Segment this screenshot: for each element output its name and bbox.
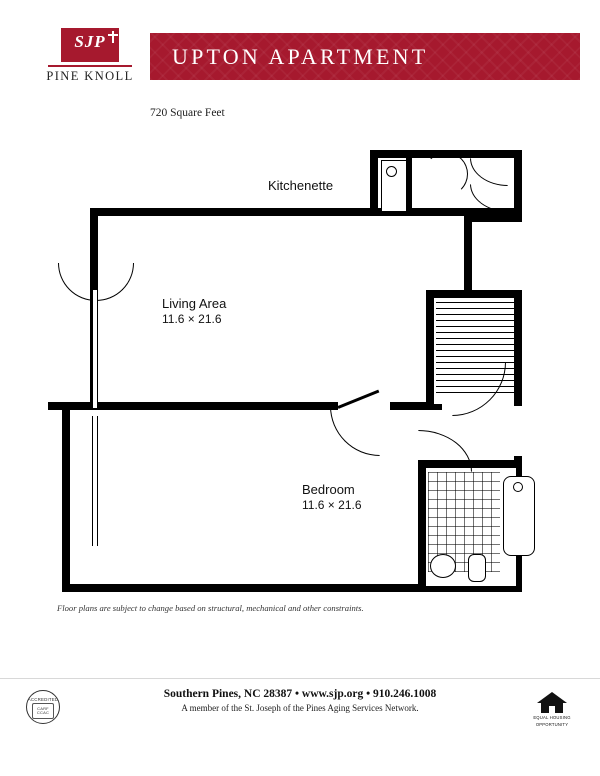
seal-outer-text: ACCREDITED xyxy=(27,697,59,702)
living-window xyxy=(92,290,98,408)
logo-divider xyxy=(48,65,132,67)
entry-door-swing-arc xyxy=(424,152,468,196)
room-label-kitchenette: Kitchenette xyxy=(268,178,334,193)
kitchen-appliance-knob-icon xyxy=(386,166,397,177)
brand-name: PINE KNOLL xyxy=(46,69,134,83)
page-header xyxy=(0,0,600,108)
wall-closet-right xyxy=(514,290,522,406)
bathroom-sink xyxy=(468,554,486,582)
square-footage: 720 Square Feet xyxy=(150,107,225,119)
eho-line1: EQUAL HOUSING xyxy=(533,715,571,720)
footer-network: A member of the St. Joseph of the Pines Aging Services Network. xyxy=(181,703,419,713)
equal-housing-logo xyxy=(532,692,572,727)
living-area-name: Living Area xyxy=(162,296,227,311)
house-icon xyxy=(537,692,567,703)
wall-kitchen-counter xyxy=(406,152,412,214)
floorplan-diagram xyxy=(0,130,600,620)
wall-kitchen-left xyxy=(370,150,378,216)
wall-right-connector xyxy=(464,214,522,222)
wall-bedroom-left xyxy=(62,402,70,592)
wall-right-vertical-connector xyxy=(464,214,472,294)
bedroom-name: Bedroom xyxy=(302,482,355,497)
house-body-icon xyxy=(541,703,563,713)
footer-divider xyxy=(0,678,600,679)
floorplan-disclaimer: Floor plans are subject to change based on structural, mechanical and other constraints. xyxy=(57,603,364,613)
room-label-living-area xyxy=(162,296,226,327)
sjp-logo-mark xyxy=(61,28,119,62)
page-title: UPTON APARTMENT xyxy=(172,44,429,69)
brand-logo xyxy=(40,28,140,84)
footer-contact: Southern Pines, NC 28387 • www.sjp.org • 910.246.1008 xyxy=(163,688,437,700)
eho-line2: OPPORTUNITY xyxy=(535,722,569,728)
toilet xyxy=(430,554,456,578)
tub-drain-icon xyxy=(513,482,523,492)
living-area-dims: 11.6 × 21.6 xyxy=(162,312,222,327)
wall-right-upper xyxy=(514,150,522,214)
cross-icon xyxy=(112,31,114,43)
room-label-bedroom xyxy=(302,482,362,513)
bedroom-window xyxy=(92,416,98,546)
bedroom-dims: 11.6 × 21.6 xyxy=(302,498,362,513)
page-footer xyxy=(0,688,600,713)
seal-inner-text: CARF CCAC xyxy=(32,703,54,719)
sjp-logo-text: SJP xyxy=(74,32,106,51)
title-banner xyxy=(150,33,580,80)
wall-closet-top xyxy=(426,290,522,298)
wall-kitchen-counter-cap xyxy=(406,208,428,214)
wall-closet-left xyxy=(426,290,434,406)
wall-bath-left xyxy=(418,460,426,588)
